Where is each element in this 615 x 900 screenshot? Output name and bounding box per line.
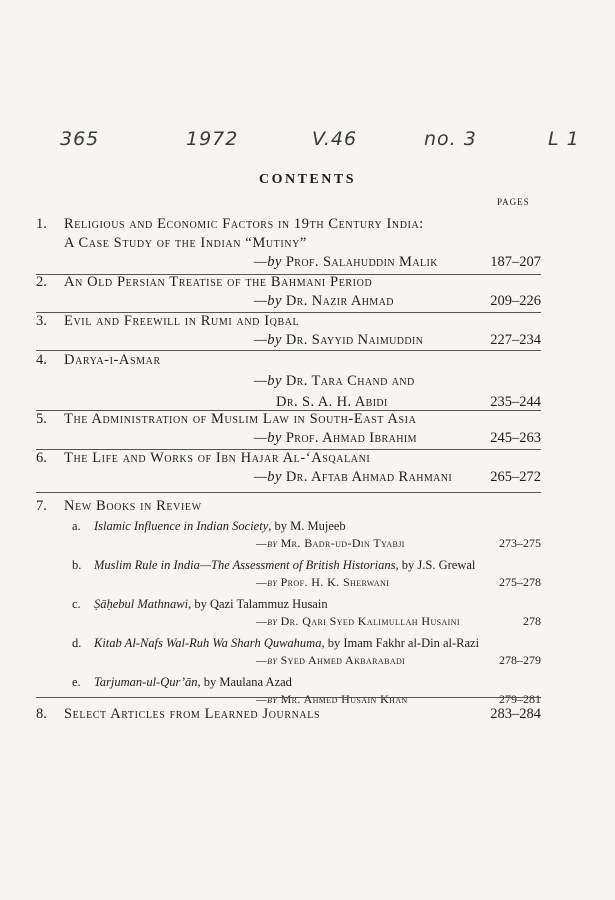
entry-author [254,331,423,350]
entry-number: 6. [36,450,47,466]
reviewer [256,574,389,591]
entry-author [254,292,394,311]
by-prefix: —by [254,469,286,485]
review-pages: 279–281 [499,692,541,706]
divider [36,492,541,493]
entry-title: A Case Study of the Indian “Mutiny” [64,235,307,251]
entry-pages: 209–226 [490,293,541,309]
entry-title: The Life and Works of Ibn Hajar Al-‘Asqalani [64,450,371,466]
reviewer-name: Prof. H. K. Sherwani [280,575,390,589]
reviewer-name: Mr. Ahmed Husain Khan [280,692,408,706]
by-prefix: —by [254,332,286,348]
author-name: Prof. Salahuddin Malik [285,254,438,270]
reviewer [256,613,460,630]
entry-pages: 283–284 [490,706,541,722]
reviewer [256,535,405,552]
entry-author [254,253,438,272]
entry-title: The Administration of Muslim Law in South-East Asia [64,411,417,427]
by-prefix: —by [254,254,286,270]
toc-entry[interactable] [36,705,541,724]
reviewer-name: Syed Ahmed Akbarabadi [280,653,406,667]
toc-entry[interactable] [36,312,541,350]
handwritten-note: 1972 [186,128,239,150]
entry-pages: 187–207 [490,254,541,270]
by-prefix: —by [256,692,281,706]
entry-author [254,372,415,391]
book-title: Ṣāḥebul Mathnawi [94,597,189,611]
reviewer [256,652,405,669]
review-pages: 275–278 [499,575,541,589]
author-name: Prof. Ahmad Ibrahim [285,430,417,446]
book-title: Islamic Influence in Indian Society [94,519,269,533]
author-name: Dr. Aftab Ahmad Rahmani [285,469,453,485]
review-book [94,674,292,691]
review-pages: 278 [523,614,541,628]
by-prefix: —by [256,653,281,667]
handwritten-note: L 1 [548,128,580,150]
toc-entry[interactable] [36,449,541,487]
entry-number: 7. [36,498,47,514]
entry-title: Religious and Economic Factors in 19th Century India: [64,216,424,232]
toc-entry[interactable] [36,410,541,448]
entry-pages: 265–272 [490,469,541,485]
book-author: , by M. Mujeeb [268,519,346,533]
review-list [36,518,541,708]
review-letter: a. [72,519,81,533]
handwritten-note: V.46 [312,128,358,150]
author-name: Dr. Tara Chand and [285,373,415,389]
book-title: Tarjuman-ul-Qur’ān [94,675,198,689]
entry-number: 3. [36,313,47,329]
handwritten-note: 365 [60,128,100,150]
review-book [94,596,328,613]
entry-pages: 227–234 [490,332,541,348]
entry-title: New Books in Review [64,498,202,514]
review-letter: e. [72,675,81,689]
entry-pages: 235–244 [490,394,541,410]
entry-pages: 245–263 [490,430,541,446]
entry-number: 2. [36,274,47,290]
book-title: Kitab Al-Nafs Wal-Ruh Wa Sharh Quwahuma [94,636,322,650]
entry-number: 4. [36,352,47,368]
entry-title: Evil and Freewill in Rumi and Iqbal [64,313,300,329]
entry-number: 8. [36,706,47,722]
author-name: Dr. Sayyid Naimuddin [285,332,424,348]
book-author: , by J.S. Grewal [395,558,476,572]
toc-entry[interactable] [36,215,541,272]
toc-entry[interactable] [36,273,541,311]
toc-entry-review[interactable] [36,497,541,516]
author-name: Dr. Nazir Ahmad [285,293,394,309]
by-prefix: —by [254,373,286,389]
entry-title: Select Articles from Learned Journals [64,706,321,722]
review-pages: 278–279 [499,653,541,667]
review-book [94,518,346,535]
page-title: CONTENTS [258,172,357,187]
book-author: , by Maulana Azad [197,675,292,689]
review-book [94,557,475,574]
review-pages: 273–275 [499,536,541,550]
reviewer-name: Dr. Qari Syed Kalimullah Husaini [280,614,460,628]
entry-title: Darya-i-Asmar [64,352,161,368]
review-letter: c. [72,597,81,611]
review-letter: b. [72,558,82,572]
by-prefix: —by [256,536,281,550]
author-name: Dr. S. A. H. Abidi [276,394,388,410]
book-author: , by Qazi Talammuz Husain [188,597,328,611]
book-author: , by Imam Fakhr al-Din al-Razi [321,636,480,650]
entry-number: 5. [36,411,47,427]
review-book [94,635,479,652]
pages-column-header: PAGES [497,197,530,207]
by-prefix: —by [254,430,286,446]
divider [36,697,541,698]
entry-title: An Old Persian Treatise of the Bahmani Period [64,274,373,290]
entry-author [254,468,452,487]
entry-author [254,429,417,448]
by-prefix: —by [256,575,281,589]
book-title: Muslim Rule in India—The Assessment of British Historians [94,558,396,572]
by-prefix: —by [256,614,281,628]
entry-number: 1. [36,216,47,232]
by-prefix: —by [254,293,286,309]
reviewer-name: Mr. Badr-ud-Din Tyabji [280,536,405,550]
review-letter: d. [72,636,82,650]
toc-entry[interactable] [36,351,541,412]
handwritten-note: no. 3 [424,128,477,150]
